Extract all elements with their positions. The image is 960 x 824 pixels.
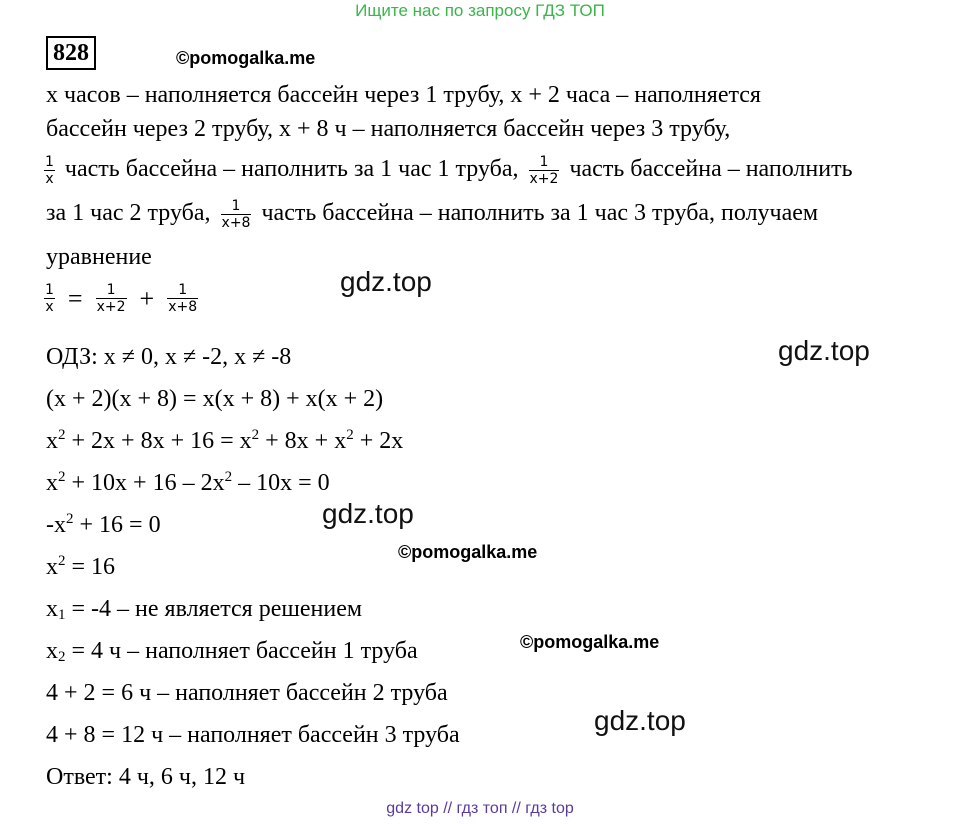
footer-text: gdz top // гдз топ // гдз top xyxy=(386,800,574,817)
text-line: x часов – наполняется бассейн через 1 трубу, x + 2 часа – наполняется xyxy=(46,82,761,108)
equation xyxy=(40,282,202,315)
fraction-1-over-x-plus-8: $\frac{1}{x+8}$ xyxy=(168,282,198,315)
watermark-gdz: gdz.top xyxy=(778,335,870,366)
math-line: ОДЗ: x ≠ 0, x ≠ -2, x ≠ -8 xyxy=(46,344,292,370)
watermark-pomogalka: ©pomogalka.me xyxy=(520,632,660,652)
math-line: $-x^2 + 16 = 0$ xyxy=(46,511,161,538)
fraction-1-over-x-plus-2: $\frac{1}{x+2}$ xyxy=(529,154,559,187)
text-line: $\frac{1}{x}$ часть бассейна – наполнить за 1 час 1 труба, $\frac{1}{x+2}$ часть бассейна – наполнить xyxy=(45,154,853,187)
math-line: $x^2 = 16$ xyxy=(46,553,116,580)
fraction-1-over-x-plus-2: $\frac{1}{x+2}$ xyxy=(96,282,126,315)
math-line: (x + 2)(x + 8) = x(x + 8) + x(x + 2) xyxy=(46,386,384,412)
watermark-pomogalka: ©pomogalka.me xyxy=(176,48,316,68)
text-line: за 1 час 2 труба, $\frac{1}{x+8}$ часть бассейна – наполнить за 1 час 3 труба, получаем xyxy=(46,198,819,231)
math-line: 4 + 2 = 6 ч – наполняет бассейн 2 труба xyxy=(46,680,448,706)
watermark-gdz: gdz.top xyxy=(340,266,432,297)
fraction-1-over-x-plus-8: $\frac{1}{x+8}$ xyxy=(221,198,251,231)
answer-line: Ответ: 4 ч, 6 ч, 12 ч xyxy=(46,764,246,790)
watermark-gdz: gdz.top xyxy=(594,705,686,736)
text-line: бассейн через 2 трубу, x + 8 ч – наполняется бассейн через 3 трубу, xyxy=(46,116,731,142)
math-line: $x^2 + 2x + 8x + 16 = x^2 + 8x + x^2 + 2x$ xyxy=(46,427,404,454)
math-line: $x_2 = 4$ ч – наполняет бассейн 1 труба xyxy=(46,638,418,665)
watermark-gdz: gdz.top xyxy=(322,498,414,529)
text-line: уравнение xyxy=(46,244,152,270)
plus-sign: + xyxy=(139,283,155,313)
math-line: 4 + 8 = 12 ч – наполняет бассейн 3 труба xyxy=(46,722,460,748)
equals-sign: = xyxy=(67,283,83,313)
math-line: $x_1 = -4$ – не является решением xyxy=(46,596,363,623)
task-number: 828 xyxy=(46,36,96,70)
fraction-1-over-x: $\frac{1}{x}$ xyxy=(45,154,54,187)
math-line: $x^2 + 10x + 16 - 2x^2 - 10x = 0$ xyxy=(46,469,330,496)
fraction-1-over-x: $\frac{1}{x}$ xyxy=(45,282,54,315)
watermark-pomogalka: ©pomogalka.me xyxy=(398,542,538,562)
top-banner: Ищите нас по запросу ГДЗ ТОП xyxy=(355,1,605,20)
